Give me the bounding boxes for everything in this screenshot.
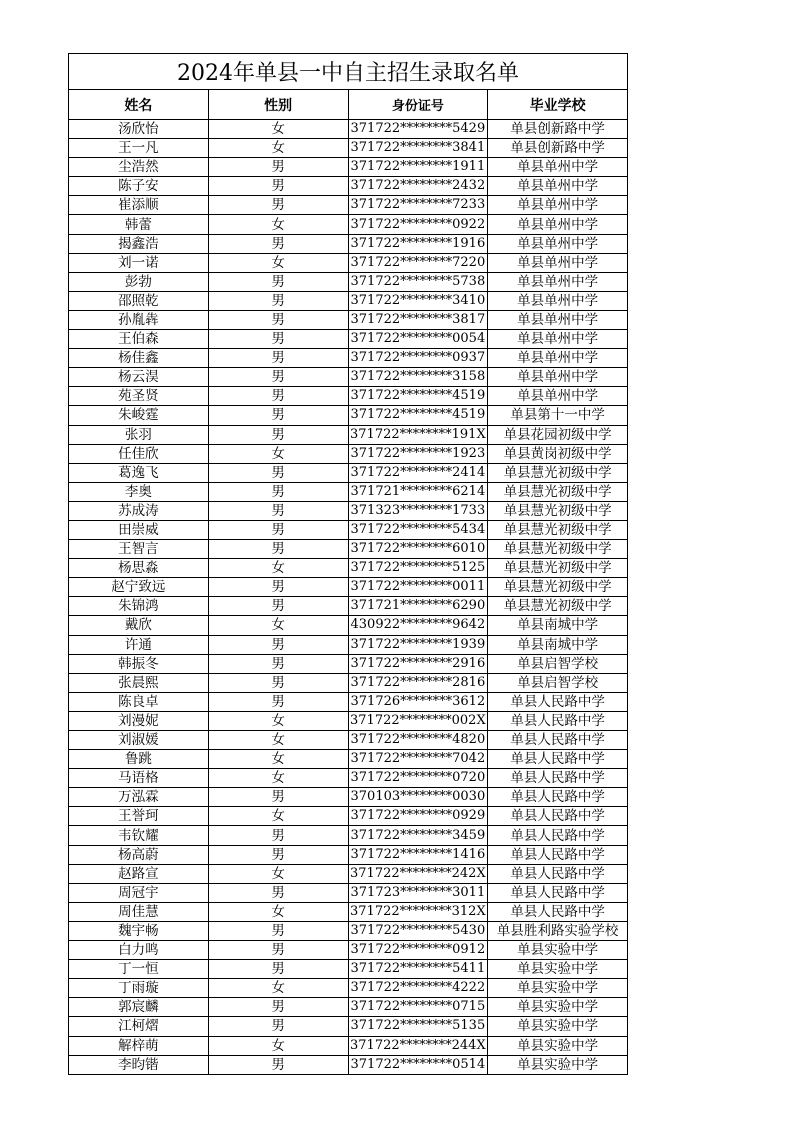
cell-gender: 男 [208, 635, 348, 654]
cell-name: 崔添顺 [69, 196, 209, 215]
table-row [69, 291, 628, 310]
table-row [69, 215, 628, 234]
cell-name: 丁雨璇 [69, 979, 209, 998]
cell-school: 单县人民路中学 [488, 750, 628, 769]
cell-name: 苑圣贤 [69, 387, 209, 406]
table-row [69, 177, 628, 196]
cell-school: 单县实验中学 [488, 1036, 628, 1055]
table-row [69, 711, 628, 730]
cell-gender: 男 [208, 1017, 348, 1036]
cell-id-number: 371722********2432 [348, 177, 488, 196]
cell-id-number: 371722********0011 [348, 578, 488, 597]
cell-name: 汤欣怡 [69, 120, 209, 139]
cell-school: 单县花园初级中学 [488, 425, 628, 444]
table-row [69, 635, 628, 654]
cell-name: 田崇威 [69, 520, 209, 539]
cell-school: 单县南城中学 [488, 635, 628, 654]
header-gender: 性别 [208, 90, 348, 120]
cell-name: 孙胤犇 [69, 310, 209, 329]
cell-school: 单县单州中学 [488, 349, 628, 368]
cell-school: 单县人民路中学 [488, 845, 628, 864]
cell-name: 韩振冬 [69, 654, 209, 673]
table-row [69, 673, 628, 692]
cell-gender: 男 [208, 387, 348, 406]
cell-school: 单县人民路中学 [488, 902, 628, 921]
cell-id-number: 371722********5434 [348, 520, 488, 539]
cell-gender: 女 [208, 864, 348, 883]
cell-gender: 女 [208, 444, 348, 463]
cell-school: 单县人民路中学 [488, 711, 628, 730]
cell-id-number: 371722********0912 [348, 941, 488, 960]
cell-id-number: 371722********4820 [348, 731, 488, 750]
table-row [69, 769, 628, 788]
cell-id-number: 371722********244X [348, 1036, 488, 1055]
cell-name: 李昀锴 [69, 1055, 209, 1074]
cell-id-number: 371722********0929 [348, 807, 488, 826]
cell-gender: 女 [208, 215, 348, 234]
cell-id-number: 371722********242X [348, 864, 488, 883]
cell-name: 陈子安 [69, 177, 209, 196]
cell-gender: 男 [208, 501, 348, 520]
cell-school: 单县启智学校 [488, 654, 628, 673]
table-row [69, 826, 628, 845]
cell-gender: 女 [208, 731, 348, 750]
cell-gender: 男 [208, 845, 348, 864]
cell-gender: 男 [208, 578, 348, 597]
cell-school: 单县单州中学 [488, 310, 628, 329]
table-row [69, 692, 628, 711]
cell-name: 苏成涛 [69, 501, 209, 520]
cell-id-number: 371722********312X [348, 902, 488, 921]
cell-name: 王智言 [69, 540, 209, 559]
cell-gender: 女 [208, 902, 348, 921]
cell-id-number: 371722********2916 [348, 654, 488, 673]
cell-name: 刘漫妮 [69, 711, 209, 730]
cell-id-number: 371722********1916 [348, 234, 488, 253]
cell-id-number: 371722********3410 [348, 291, 488, 310]
cell-name: 彭勃 [69, 272, 209, 291]
cell-gender: 男 [208, 826, 348, 845]
cell-name: 周佳慧 [69, 902, 209, 921]
cell-id-number: 371722********0922 [348, 215, 488, 234]
cell-gender: 男 [208, 540, 348, 559]
cell-gender: 男 [208, 998, 348, 1017]
cell-name: 王一凡 [69, 139, 209, 158]
cell-name: 解梓萌 [69, 1036, 209, 1055]
cell-id-number: 371722********4519 [348, 387, 488, 406]
cell-school: 单县人民路中学 [488, 769, 628, 788]
table-row [69, 406, 628, 425]
cell-school: 单县单州中学 [488, 177, 628, 196]
cell-school: 单县胜利路实验学校 [488, 921, 628, 940]
cell-id-number: 371722********3158 [348, 368, 488, 387]
table-row [69, 559, 628, 578]
cell-school: 单县单州中学 [488, 291, 628, 310]
cell-name: 刘淑媛 [69, 731, 209, 750]
cell-gender: 男 [208, 1055, 348, 1074]
cell-name: 葛逸飞 [69, 463, 209, 482]
cell-gender: 男 [208, 673, 348, 692]
cell-school: 单县单州中学 [488, 272, 628, 291]
cell-school: 单县单州中学 [488, 330, 628, 349]
cell-school: 单县慧光初级中学 [488, 597, 628, 616]
table-row [69, 330, 628, 349]
cell-school: 单县实验中学 [488, 960, 628, 979]
cell-school: 单县创新路中学 [488, 139, 628, 158]
header-row [69, 90, 628, 120]
table-row [69, 463, 628, 482]
cell-id-number: 371722********4519 [348, 406, 488, 425]
cell-gender: 女 [208, 769, 348, 788]
cell-id-number: 371722********5430 [348, 921, 488, 940]
cell-school: 单县单州中学 [488, 368, 628, 387]
cell-school: 单县实验中学 [488, 1017, 628, 1036]
cell-id-number: 371722********0720 [348, 769, 488, 788]
table-row [69, 578, 628, 597]
cell-id-number: 371722********3841 [348, 139, 488, 158]
table-row [69, 540, 628, 559]
cell-name: 王誉珂 [69, 807, 209, 826]
table-row [69, 196, 628, 215]
cell-gender: 男 [208, 330, 348, 349]
cell-id-number: 371722********1416 [348, 845, 488, 864]
cell-school: 单县慧光初级中学 [488, 559, 628, 578]
cell-school: 单县慧光初级中学 [488, 540, 628, 559]
cell-id-number: 371722********5135 [348, 1017, 488, 1036]
cell-name: 韩蕾 [69, 215, 209, 234]
cell-name: 赵路宣 [69, 864, 209, 883]
table-row [69, 1055, 628, 1074]
cell-name: 揭鑫浩 [69, 234, 209, 253]
cell-id-number: 371722********002X [348, 711, 488, 730]
cell-gender: 男 [208, 349, 348, 368]
cell-gender: 男 [208, 310, 348, 329]
cell-gender: 男 [208, 425, 348, 444]
cell-school: 单县实验中学 [488, 998, 628, 1017]
cell-name: 杨高蔚 [69, 845, 209, 864]
table-row [69, 864, 628, 883]
table-row [69, 750, 628, 769]
table-row [69, 998, 628, 1017]
cell-school: 单县人民路中学 [488, 864, 628, 883]
cell-name: 刘一诺 [69, 253, 209, 272]
cell-id-number: 370103********0030 [348, 788, 488, 807]
cell-name: 魏宇畅 [69, 921, 209, 940]
cell-school: 单县慧光初级中学 [488, 501, 628, 520]
table-row [69, 1036, 628, 1055]
cell-id-number: 371722********2414 [348, 463, 488, 482]
table-row [69, 158, 628, 177]
admission-list-sheet [68, 53, 628, 1075]
cell-name: 陈良卓 [69, 692, 209, 711]
cell-school: 单县实验中学 [488, 941, 628, 960]
cell-id-number: 371722********6010 [348, 540, 488, 559]
cell-name: 张羽 [69, 425, 209, 444]
cell-id-number: 371722********1939 [348, 635, 488, 654]
cell-school: 单县人民路中学 [488, 807, 628, 826]
cell-name: 杨云淏 [69, 368, 209, 387]
cell-id-number: 371722********191X [348, 425, 488, 444]
cell-name: 丁一恒 [69, 960, 209, 979]
cell-id-number: 371722********4222 [348, 979, 488, 998]
cell-id-number: 371722********1911 [348, 158, 488, 177]
table-row [69, 616, 628, 635]
cell-school: 单县单州中学 [488, 158, 628, 177]
cell-gender: 女 [208, 979, 348, 998]
cell-gender: 男 [208, 883, 348, 902]
cell-id-number: 371722********7233 [348, 196, 488, 215]
cell-gender: 男 [208, 196, 348, 215]
cell-name: 郭宸麟 [69, 998, 209, 1017]
cell-school: 单县第十一中学 [488, 406, 628, 425]
cell-name: 万泓霖 [69, 788, 209, 807]
table-row [69, 979, 628, 998]
table-row [69, 902, 628, 921]
cell-gender: 女 [208, 139, 348, 158]
cell-id-number: 371722********0715 [348, 998, 488, 1017]
cell-gender: 女 [208, 253, 348, 272]
cell-school: 单县人民路中学 [488, 883, 628, 902]
cell-name: 赵宁致远 [69, 578, 209, 597]
cell-gender: 男 [208, 234, 348, 253]
cell-school: 单县慧光初级中学 [488, 463, 628, 482]
table-row [69, 921, 628, 940]
cell-gender: 女 [208, 559, 348, 578]
table-body [69, 120, 628, 1075]
cell-name: 白力鸣 [69, 941, 209, 960]
cell-gender: 男 [208, 177, 348, 196]
table-row [69, 807, 628, 826]
cell-gender: 女 [208, 711, 348, 730]
sheet-title: 2024年单县一中自主招生录取名单 [69, 54, 628, 90]
cell-gender: 男 [208, 406, 348, 425]
cell-name: 江柯熠 [69, 1017, 209, 1036]
cell-school: 单县人民路中学 [488, 826, 628, 845]
cell-gender: 女 [208, 1036, 348, 1055]
cell-gender: 女 [208, 750, 348, 769]
cell-name: 邵照乾 [69, 291, 209, 310]
table-row [69, 520, 628, 539]
cell-gender: 男 [208, 272, 348, 291]
cell-id-number: 371323********1733 [348, 501, 488, 520]
cell-id-number: 371722********0054 [348, 330, 488, 349]
cell-gender: 男 [208, 463, 348, 482]
cell-school: 单县南城中学 [488, 616, 628, 635]
admission-table [68, 53, 628, 1075]
table-row [69, 654, 628, 673]
cell-id-number: 371722********3817 [348, 310, 488, 329]
cell-name: 戴欣 [69, 616, 209, 635]
table-row [69, 731, 628, 750]
cell-school: 单县慧光初级中学 [488, 520, 628, 539]
cell-name: 马语格 [69, 769, 209, 788]
cell-school: 单县实验中学 [488, 979, 628, 998]
cell-gender: 男 [208, 788, 348, 807]
cell-gender: 女 [208, 120, 348, 139]
cell-id-number: 371722********0514 [348, 1055, 488, 1074]
cell-id-number: 371722********7042 [348, 750, 488, 769]
cell-id-number: 371722********5738 [348, 272, 488, 291]
cell-name: 张晨熙 [69, 673, 209, 692]
cell-id-number: 371722********1923 [348, 444, 488, 463]
cell-name: 杨佳鑫 [69, 349, 209, 368]
cell-gender: 女 [208, 807, 348, 826]
cell-name: 周冠宇 [69, 883, 209, 902]
cell-id-number: 371721********6290 [348, 597, 488, 616]
cell-id-number: 371722********5429 [348, 120, 488, 139]
cell-name: 王伯森 [69, 330, 209, 349]
table-row [69, 444, 628, 463]
cell-gender: 男 [208, 960, 348, 979]
cell-gender: 男 [208, 654, 348, 673]
cell-id-number: 371726********3612 [348, 692, 488, 711]
cell-gender: 男 [208, 158, 348, 177]
cell-name: 尘浩然 [69, 158, 209, 177]
table-row [69, 960, 628, 979]
cell-gender: 女 [208, 616, 348, 635]
cell-id-number: 371722********5411 [348, 960, 488, 979]
table-row [69, 349, 628, 368]
cell-gender: 男 [208, 692, 348, 711]
table-row [69, 272, 628, 291]
cell-id-number: 371722********0937 [348, 349, 488, 368]
table-row [69, 139, 628, 158]
cell-id-number: 371722********2816 [348, 673, 488, 692]
cell-school: 单县人民路中学 [488, 731, 628, 750]
table-row [69, 1017, 628, 1036]
cell-id-number: 371722********7220 [348, 253, 488, 272]
cell-gender: 男 [208, 941, 348, 960]
cell-id-number: 430922********9642 [348, 616, 488, 635]
table-row [69, 941, 628, 960]
cell-gender: 男 [208, 291, 348, 310]
table-row [69, 253, 628, 272]
table-row [69, 883, 628, 902]
table-row [69, 501, 628, 520]
cell-name: 许通 [69, 635, 209, 654]
cell-school: 单县单州中学 [488, 196, 628, 215]
cell-name: 杨思淼 [69, 559, 209, 578]
cell-school: 单县慧光初级中学 [488, 578, 628, 597]
table-row [69, 845, 628, 864]
cell-school: 单县单州中学 [488, 215, 628, 234]
cell-gender: 男 [208, 597, 348, 616]
cell-name: 任佳欣 [69, 444, 209, 463]
table-row [69, 368, 628, 387]
cell-school: 单县人民路中学 [488, 692, 628, 711]
cell-id-number: 371722********3459 [348, 826, 488, 845]
cell-id-number: 371722********5125 [348, 559, 488, 578]
cell-school: 单县慧光初级中学 [488, 482, 628, 501]
cell-school: 单县单州中学 [488, 253, 628, 272]
cell-id-number: 371723********3011 [348, 883, 488, 902]
table-row [69, 425, 628, 444]
header-name: 姓名 [69, 90, 209, 120]
cell-name: 朱峻霆 [69, 406, 209, 425]
cell-name: 李奥 [69, 482, 209, 501]
table-row [69, 597, 628, 616]
cell-school: 单县启智学校 [488, 673, 628, 692]
header-school: 毕业学校 [488, 90, 628, 120]
cell-name: 韦钦耀 [69, 826, 209, 845]
table-row [69, 387, 628, 406]
cell-gender: 男 [208, 482, 348, 501]
table-row [69, 788, 628, 807]
cell-gender: 男 [208, 921, 348, 940]
cell-id-number: 371721********6214 [348, 482, 488, 501]
cell-school: 单县单州中学 [488, 234, 628, 253]
cell-gender: 男 [208, 368, 348, 387]
cell-school: 单县创新路中学 [488, 120, 628, 139]
table-row [69, 234, 628, 253]
table-row [69, 120, 628, 139]
cell-school: 单县单州中学 [488, 387, 628, 406]
cell-gender: 男 [208, 520, 348, 539]
cell-school: 单县黄岗初级中学 [488, 444, 628, 463]
title-row [69, 54, 628, 90]
cell-name: 鲁跳 [69, 750, 209, 769]
cell-school: 单县实验中学 [488, 1055, 628, 1074]
table-row [69, 310, 628, 329]
header-id-number: 身份证号 [348, 90, 488, 120]
cell-school: 单县人民路中学 [488, 788, 628, 807]
table-row [69, 482, 628, 501]
cell-name: 朱锦鸿 [69, 597, 209, 616]
